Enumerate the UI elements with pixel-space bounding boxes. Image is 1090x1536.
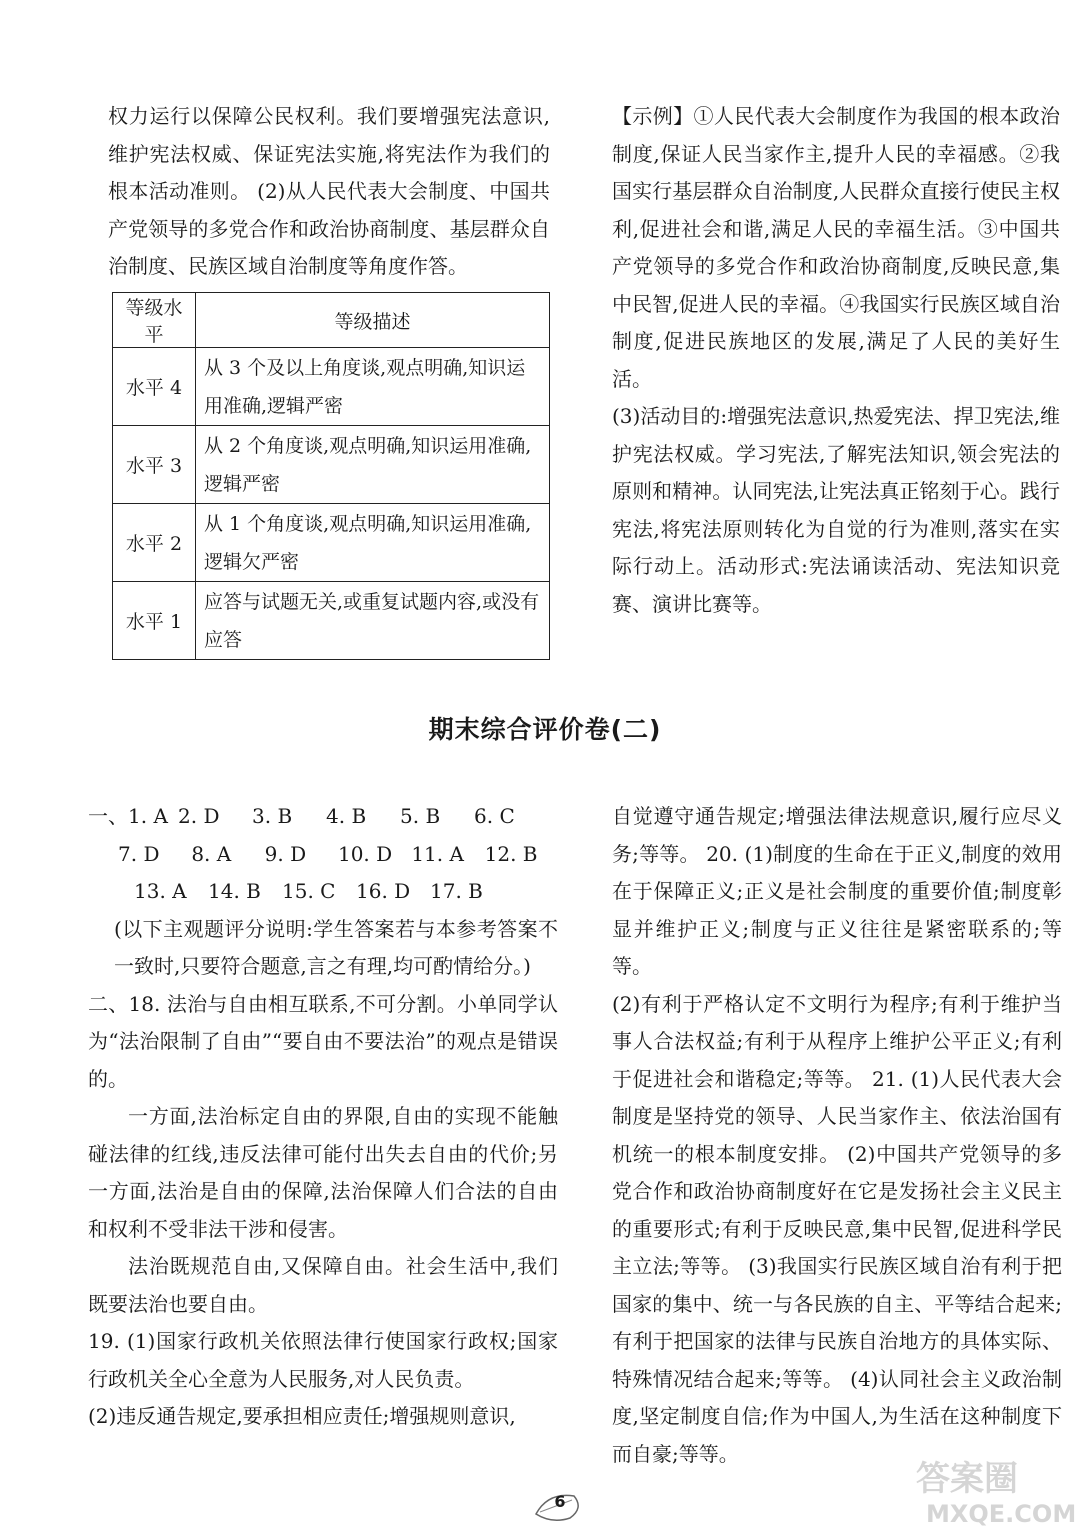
q18-paragraph: 一方面,法治标定自由的界限,自由的实现不能触碰法律的红线,违反法律可能付出失去自由的代价;另一方面,法治是自由的保障,法治保障人们合法的自由和权利不受非法干涉和侵害。 — [88, 1104, 558, 1241]
answer-item: 15. C — [282, 879, 336, 903]
table-header-row — [113, 293, 550, 348]
answer-item: 9. D — [264, 841, 307, 866]
activity-paragraph: (3)活动目的:增强宪法意识,热爱宪法、捍卫宪法,维护宪法权威。学习宪法,了解宪法知识,领会宪法的原则和精神。认同宪法,让宪法真正铭刻于心。践行宪法,将宪法原则转化为自觉的行为准则,落实在实际行动上。活动形式:宪法诵读活动、宪法知识竞赛、演讲比赛等。 — [612, 404, 1060, 616]
top-right-column — [612, 98, 1060, 623]
answer-item: 4. B — [326, 804, 367, 828]
table-row — [113, 582, 550, 660]
table-row — [113, 348, 550, 426]
answer-item: 3. B — [252, 804, 293, 828]
answer-item: 17. B — [430, 879, 483, 903]
table-cell-level: 水平 3 — [113, 426, 196, 504]
answer-item: 11. A — [411, 841, 464, 866]
answer-row — [88, 873, 558, 911]
answer-paragraph: 自觉遵守通告规定;增强法律法规意识,履行应尽义务;等等。 20. (1)制度的生命在于正义,制度的效用在于保障正义;正义是社会制度的重要价值;制度彰显并维护正义;制度与正义往往是紧密联系的;等等。 — [612, 804, 1062, 978]
answer-item: 16. D — [356, 879, 411, 903]
answer-item: 一、1. A — [88, 804, 168, 828]
grade-table — [112, 292, 550, 660]
table-cell-description: 从 3 个及以上角度谈,观点明确,知识运用准确,逻辑严密 — [196, 348, 550, 426]
table-cell-level: 水平 1 — [113, 582, 196, 660]
table-cell-level: 水平 4 — [113, 348, 196, 426]
answer-item: 10. D — [337, 841, 393, 866]
answer-item: 14. B — [208, 879, 261, 903]
answer-item: 7. D — [118, 841, 160, 866]
answer-item: 2. D — [178, 804, 220, 828]
top-left-column — [108, 98, 550, 286]
answer-item: 12. B — [484, 841, 538, 866]
table-header-description: 等级描述 — [196, 293, 550, 348]
q19-paragraph: 19. (1)国家行政机关依照法律行使国家行政权;国家行政机关全心全意为人民服务,对人民负责。 — [88, 1329, 558, 1391]
bottom-right-column — [612, 798, 1062, 1473]
answer-paragraph: 权力运行以保障公民权利。我们要增强宪法意识,维护宪法权威、保证宪法实施,将宪法作为我们的根本活动准则。 (2)从人民代表大会制度、中国共产党领导的多党合作和政治协商制度、基层群众自治制度、民族区域自治制度等角度作答。 — [108, 104, 550, 278]
table-row — [113, 504, 550, 582]
table-cell-description: 从 2 个角度谈,观点明确,知识运用准确,逻辑严密 — [196, 426, 550, 504]
answer-paragraph: (2)有利于严格认定不文明行为程序;有利于维护当事人合法权益;有利于从程序上维护公平正义;有利于促进社会和谐稳定;等等。 21. (1)人民代表大会制度是坚持党的领导、人民当家作主、依法治国有机统一的根本制度安排。 (2)中国共产党领导的多党合作和政治协商制度好在它是发扬社会主义民主的重要形式;有利于反映民意,集中民智,促进科学民主立法;等等。 (3)我国实行民族区域自治有利于把国家的集中、统一与各民族的自主、平等结合起来;有利于把国家的法律与民族自治地方的具体实际、特殊情况结合起来;等等。 (4)认同社会主义政治制度,坚定制度自信;作为中国人,为生活在这种制度下而自豪;等等。 — [612, 991, 1062, 1466]
q18-paragraph: 法治既规范自由,又保障自由。社会生活中,我们既要法治也要自由。 — [88, 1254, 558, 1316]
answer-item: 6. C — [474, 804, 515, 828]
section-title: 期末综合评价卷(二) — [428, 715, 662, 744]
q18-heading: 二、18. 法治与自由相互联系,不可分割。小单同学认为“法治限制了自由”“要自由不要法治”的观点是错误的。 — [88, 991, 558, 1091]
table-cell-level: 水平 2 — [113, 504, 196, 582]
svg-text:答案圈: 答案圈 — [916, 1459, 1018, 1499]
table-row — [113, 426, 550, 504]
answer-row — [88, 836, 558, 874]
answer-item: 5. B — [400, 804, 441, 828]
page-number: 6 — [554, 1492, 566, 1511]
scoring-note: (以下主观题评分说明:学生答案若与本参考答案不一致时,只要符合题意,言之有理,均可酌情给分。) — [114, 916, 558, 978]
table-cell-description: 从 1 个角度谈,观点明确,知识运用准确,逻辑欠严密 — [196, 504, 550, 582]
svg-text:MXQE.COM: MXQE.COM — [926, 1500, 1077, 1528]
answer-item: 13. A — [134, 879, 187, 903]
watermark-logo — [912, 1450, 1082, 1530]
table-cell-description: 应答与试题无关,或重复试题内容,或没有应答 — [196, 582, 550, 660]
bottom-left-column — [88, 798, 558, 1436]
example-paragraph: 【示例】①人民代表大会制度作为我国的根本政治制度,保证人民当家作主,提升人民的幸福感。②我国实行基层群众自治制度,人民群众直接行使民主权利,促进社会和谐,满足人民的幸福生活。③中国共产党领导的多党合作和政治协商制度,反映民意,集中民智,促进人民的幸福。④我国实行民族区域自治制度,促进民族地区的发展,满足了人民的美好生活。 — [612, 104, 1060, 391]
table-header-level: 等级水平 — [113, 293, 196, 348]
answer-item: 8. A — [191, 841, 232, 866]
q19-paragraph: (2)违反通告规定,要承担相应责任;增强规则意识, — [88, 1404, 516, 1428]
answer-row — [88, 798, 558, 836]
